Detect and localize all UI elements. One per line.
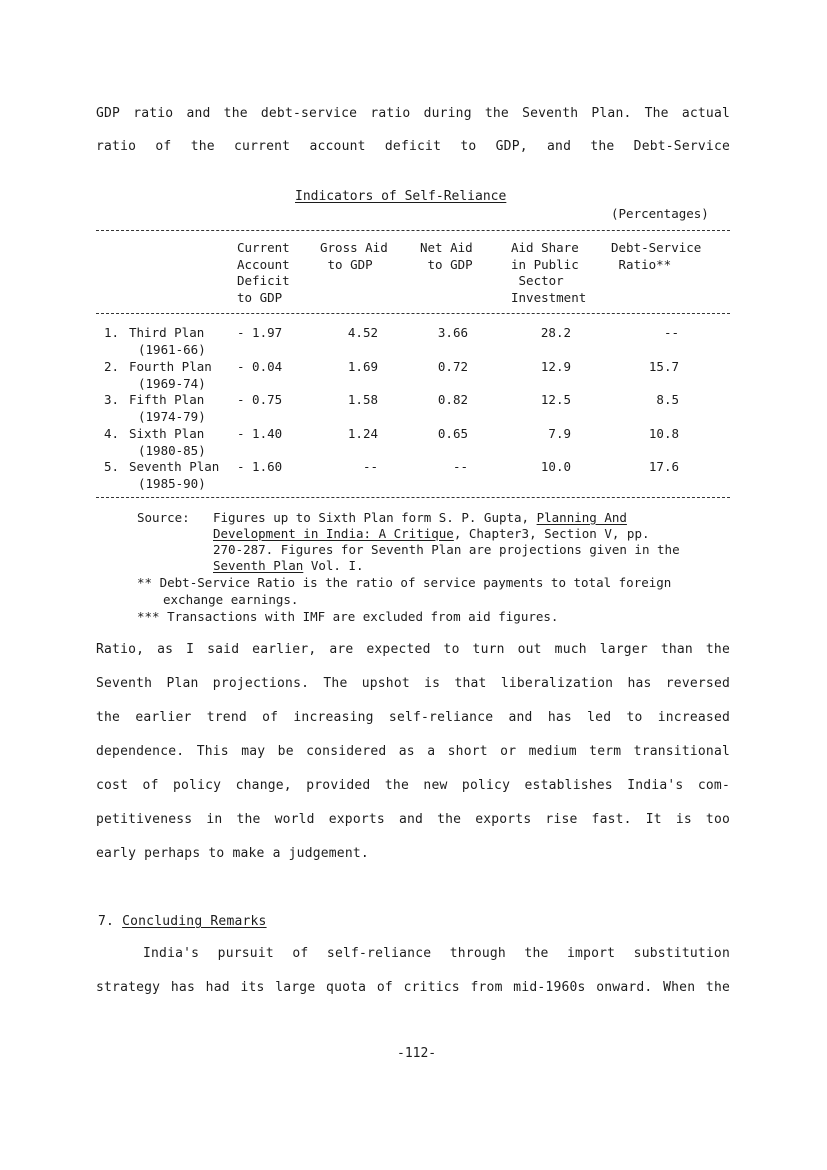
header-debt-service-ratio: Debt-Service Ratio** — [611, 240, 702, 272]
row-net-aid: 0.72 — [437, 359, 468, 374]
table-unit: (Percentages) — [611, 206, 709, 221]
intro-line-2: ratio of the current account deficit to GDP, and the Debt-Service — [96, 139, 730, 154]
table-rule-bottom — [96, 497, 730, 498]
body-line-1: Ratio, as I said earlier, are expected to turn out much larger than the — [96, 642, 730, 657]
section-title: Concluding Remarks — [122, 914, 267, 929]
body-line-3: the earlier trend of increasing self-reliance and has led to increased — [96, 710, 730, 725]
row-years: (1980-85) — [138, 443, 206, 458]
row-cad: - 1.60 — [237, 459, 283, 474]
page-number: -112- — [397, 1046, 437, 1061]
row-plan: Sixth Plan — [129, 426, 205, 441]
row-aid-share: 7.9 — [548, 426, 571, 441]
section-heading — [98, 914, 267, 929]
row-years: (1974-79) — [138, 409, 206, 424]
note-double-asterisk-cont: exchange earnings. — [163, 592, 299, 607]
note-text: Transactions with IMF are excluded from aid figures. — [167, 609, 559, 624]
source-line-1 — [213, 510, 627, 525]
row-years: (1985-90) — [138, 476, 206, 491]
row-years: (1961-66) — [138, 342, 206, 357]
row-cad: - 0.75 — [237, 392, 283, 407]
row-gross-aid: 1.69 — [347, 359, 378, 374]
header-net-aid: Net Aid to GDP — [420, 240, 473, 272]
header-current-account-deficit: Current Account Deficit to GDP — [237, 240, 290, 305]
source-line-4 — [213, 558, 364, 573]
row-dsr: 8.5 — [656, 392, 679, 407]
body-line-7: early perhaps to make a judgement. — [96, 846, 369, 861]
row-plan: Third Plan — [129, 325, 205, 340]
source-plan-title: Seventh Plan — [213, 558, 304, 573]
header-gross-aid: Gross Aid to GDP — [320, 240, 388, 272]
row-gross-aid: 1.24 — [347, 426, 378, 441]
row-dsr: 15.7 — [648, 359, 679, 374]
row-number: 2. — [104, 359, 120, 374]
table-rule-top — [96, 230, 730, 231]
row-number: 5. — [104, 459, 120, 474]
source-line-2 — [213, 526, 650, 541]
row-years: (1969-74) — [138, 376, 206, 391]
note-double-asterisk — [137, 575, 671, 590]
source-label: Source: — [137, 510, 190, 525]
source-book-title: Planning And — [536, 510, 627, 525]
row-plan: Fifth Plan — [129, 392, 205, 407]
row-aid-share: 28.2 — [540, 325, 571, 340]
row-net-aid: 3.66 — [437, 325, 468, 340]
row-net-aid: 0.82 — [437, 392, 468, 407]
body-line-5: cost of policy change, provided the new policy establishes India's com- — [96, 778, 730, 793]
row-aid-share: 12.5 — [540, 392, 571, 407]
row-number: 4. — [104, 426, 120, 441]
source-book-title-cont: Development in India: A Critique — [213, 526, 454, 541]
row-gross-aid: -- — [362, 459, 378, 474]
row-dsr: 17.6 — [648, 459, 679, 474]
row-plan: Seventh Plan — [129, 459, 220, 474]
source-line-3: 270-287. Figures for Seventh Plan are projections given in the — [213, 542, 680, 557]
row-cad: - 1.97 — [237, 325, 283, 340]
row-cad: - 1.40 — [237, 426, 283, 441]
source-text: , Chapter3, Section V, pp. — [453, 526, 650, 541]
note-text: Debt-Service Ratio is the ratio of service payments to total foreign — [159, 575, 672, 590]
row-number: 1. — [104, 325, 120, 340]
intro-line-1: GDP ratio and the debt-service ratio during the Seventh Plan. The actual — [96, 106, 730, 121]
row-dsr: -- — [663, 325, 679, 340]
body-line-6: petitiveness in the world exports and the exports rise fast. It is too — [96, 812, 730, 827]
row-net-aid: 0.65 — [437, 426, 468, 441]
section-number: 7. — [98, 914, 115, 929]
section-line-1: India's pursuit of self-reliance through the import substitution — [143, 946, 730, 961]
header-aid-share: Aid Share in Public Sector Investment — [511, 240, 587, 305]
row-cad: - 0.04 — [237, 359, 283, 374]
row-gross-aid: 1.58 — [347, 392, 378, 407]
body-line-4: dependence. This may be considered as a short or medium term transitional — [96, 744, 730, 759]
row-aid-share: 12.9 — [540, 359, 571, 374]
row-number: 3. — [104, 392, 120, 407]
section-line-2: strategy has had its large quota of critics from mid-1960s onward. When the — [96, 980, 730, 995]
row-gross-aid: 4.52 — [347, 325, 378, 340]
row-dsr: 10.8 — [648, 426, 679, 441]
table-title: Indicators of Self-Reliance — [295, 189, 507, 204]
table-rule-mid — [96, 313, 730, 314]
source-text: Vol. I. — [303, 558, 364, 573]
note-mark: *** — [137, 609, 160, 624]
row-net-aid: -- — [452, 459, 468, 474]
note-triple-asterisk — [137, 609, 558, 624]
note-mark: ** — [137, 575, 153, 590]
body-line-2: Seventh Plan projections. The upshot is that liberalization has reversed — [96, 676, 730, 691]
row-aid-share: 10.0 — [540, 459, 571, 474]
source-text: Figures up to Sixth Plan form S. P. Gupta, — [213, 510, 530, 525]
row-plan: Fourth Plan — [129, 359, 212, 374]
